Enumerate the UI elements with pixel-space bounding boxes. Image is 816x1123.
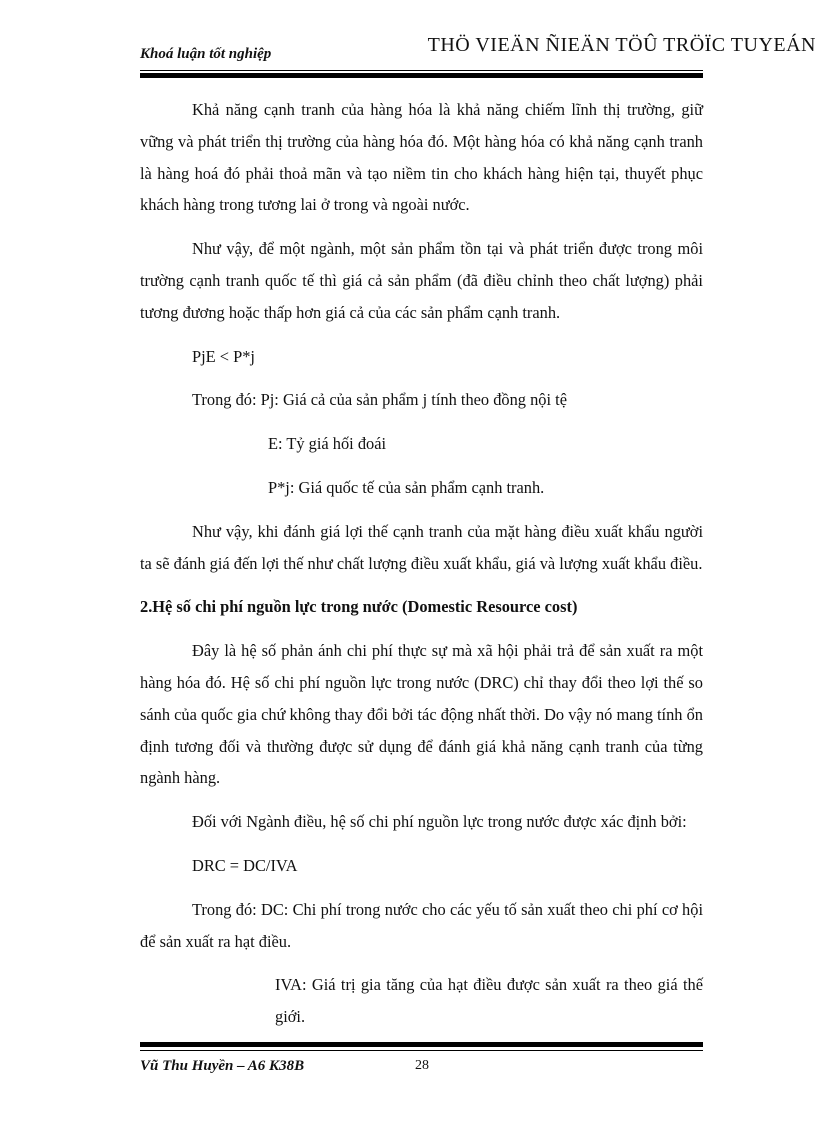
footer-author: Vũ Thu Huyền – A6 K38B [140,1058,305,1074]
formula-drc: DRC = DC/IVA [192,855,298,875]
header-rule-thick [140,73,703,78]
formula-price: PjE < P*j [192,346,255,366]
definition-iva: IVA: Giá trị gia tăng của hạt điều được sản xuất ra theo giá thế giới. [275,975,703,1027]
section-heading-drc: 2.Hệ số chi phí nguồn lực trong nước (Domestic Resource cost) [140,597,578,617]
paragraph-price-condition: Như vậy, để một ngành, một sản phẩm tồn tại và phát triển được trong môi trường cạnh tranh quốc tế thì giá cả sản phẩm (đã điều chỉnh theo chất lượng) phải tương đương hoặc thấp hơn giá cả của các sản phẩm cạnh tranh. [140,239,703,322]
definition-e: E: Tỷ giá hối đoái [268,434,387,454]
definition-p-star-j: P*j: Giá quốc tế của sản phẩm cạnh tranh. [268,477,545,497]
footer-rule-thin [140,1050,703,1051]
page-content [140,94,703,1045]
paragraph-export-advantage: Như vậy, khi đánh giá lợi thế cạnh tranh của mặt hàng điều xuất khẩu người ta sẽ đánh giá đến lợi thế như chất lượng điều xuất khẩu, giá và lượng xuất khẩu điều. [140,521,703,573]
paragraph-competitiveness: Khả năng cạnh tranh của hàng hóa là khả năng chiếm lĩnh thị trường, giữ vững và phát triển thị trường của hàng hóa đó. Một hàng hóa có khả năng cạnh tranh là hàng hoá đó phải thoả mãn và tạo niềm tin cho khách hàng hiện tại, thuyết phục khách hàng trong tương lai ở trong và ngoài nước. [140,100,703,215]
page-number: 28 [415,1058,429,1073]
definition-dc: Trong đó: DC: Chi phí trong nước cho các yếu tố sản xuất theo chi phí cơ hội để sản xuất ra hạt điều. [140,899,703,951]
paragraph-drc-cashew: Đối với Ngành điều, hệ số chi phí nguồn lực trong nước được xác định bởi: [192,812,687,832]
header-title: Khoá luận tốt nghiệp [140,46,272,62]
definition-pj: Trong đó: Pj: Giá cả của sản phẩm j tính theo đồng nội tệ [192,390,567,410]
paragraph-drc-definition: Đây là hệ số phản ánh chi phí thực sự mà xã hội phải trả để sản xuất ra một hàng hóa đó. Hệ số chi phí nguồn lực trong nước (DRC) chỉ thay đổi theo lợi thế so sánh của quốc gia chứ không thay đổi bởi tác động nhất thời. Do vậy nó mang tính ổn định tương đối và thường được sử dụng để đánh giá khả năng cạnh tranh của từng ngành hàng. [140,641,703,788]
header-library-name: THÖ VIEÄN ÑIEÄN TÖÛ TRÖÏC TUYEÁN [427,34,816,56]
footer-rule-thick [140,1042,703,1047]
header-rule-thin [140,70,703,71]
